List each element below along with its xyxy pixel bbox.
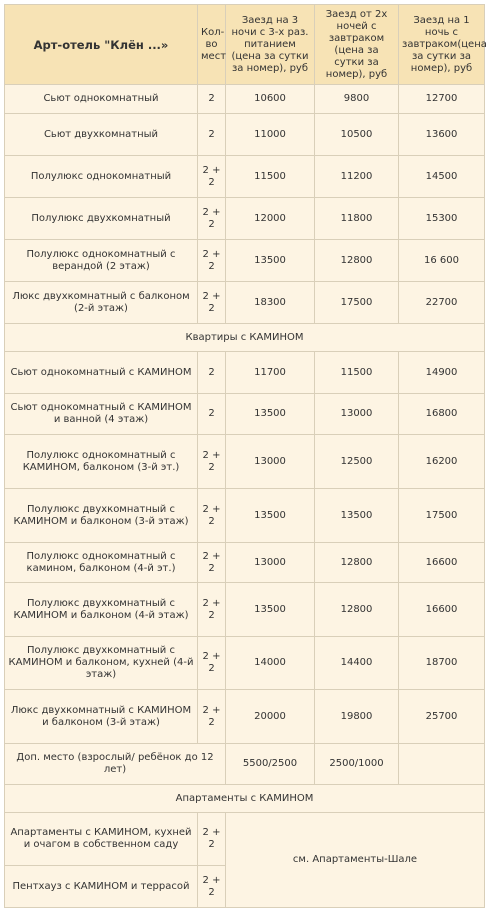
room-name: Сьют однокомнатный с КАМИНОМ	[5, 352, 198, 394]
header-1-night: Заезд на 1 ночь с завтраком(цена за сутки за номер), руб	[399, 5, 485, 85]
room-name: Сьют двухкомнатный	[5, 114, 198, 156]
price-3-nights: 13500	[226, 394, 315, 435]
table-row	[5, 543, 485, 583]
price-3-nights: 18300	[226, 282, 315, 324]
table-row	[5, 282, 485, 324]
price-2-nights: 12800	[315, 543, 399, 583]
price-2-nights: 17500	[315, 282, 399, 324]
room-name: Пентхауз с КАМИНОМ и террасой	[5, 866, 198, 908]
price-1-night: 22700	[399, 282, 485, 324]
price-3-nights: 13000	[226, 435, 315, 489]
room-qty: 2	[198, 85, 226, 114]
table-row	[5, 583, 485, 637]
room-qty: 2	[198, 352, 226, 394]
table-row	[5, 435, 485, 489]
room-qty: 2 + 2	[198, 240, 226, 282]
price-1-night: 17500	[399, 489, 485, 543]
table-row	[5, 394, 485, 435]
table-row	[5, 489, 485, 543]
table-row	[5, 85, 485, 114]
table-row	[5, 240, 485, 282]
header-3-nights: Заезд на 3 ночи с 3-х раз. питанием (цена за сутки за номер), руб	[226, 5, 315, 85]
room-name: Полулюкс однокомнатный с верандой (2 этаж)	[5, 240, 198, 282]
room-qty: 2 + 2	[198, 435, 226, 489]
price-3-nights: 13500	[226, 240, 315, 282]
price-1-night: 13600	[399, 114, 485, 156]
room-qty: 2 + 2	[198, 489, 226, 543]
price-2-nights: 13500	[315, 489, 399, 543]
price-1-night: 16200	[399, 435, 485, 489]
room-qty: 2 + 2	[198, 282, 226, 324]
price-3-nights: 11500	[226, 156, 315, 198]
room-name: Люкс двухкомнатный с КАМИНОМ и балконом (3-й этаж)	[5, 690, 198, 744]
price-3-nights: 20000	[226, 690, 315, 744]
room-qty: 2 + 2	[198, 543, 226, 583]
table-row	[5, 156, 485, 198]
room-qty: 2 + 2	[198, 813, 226, 866]
room-qty: 2 + 2	[198, 583, 226, 637]
price-2-nights: 19800	[315, 690, 399, 744]
price-1-night: 16 600	[399, 240, 485, 282]
price-1-night: 14500	[399, 156, 485, 198]
room-name: Полулюкс однокомнатный с камином, балконом (4-й эт.)	[5, 543, 198, 583]
table-row	[5, 198, 485, 240]
table-row	[5, 690, 485, 744]
price-3-nights: 11000	[226, 114, 315, 156]
table-row	[5, 114, 485, 156]
room-name: Сьют однокомнатный	[5, 85, 198, 114]
price-2-nights: 10500	[315, 114, 399, 156]
price-1-night: 14900	[399, 352, 485, 394]
room-name: Полулюкс двухкомнатный с КАМИНОМ и балконом (3-й этаж)	[5, 489, 198, 543]
room-name: Апартаменты с КАМИНОМ, кухней и очагом в собственном саду	[5, 813, 198, 866]
extra-price-1-night	[399, 744, 485, 785]
price-2-nights: 13000	[315, 394, 399, 435]
room-name: Полулюкс двухкомнатный с КАМИНОМ и балконом, кухней (4-й этаж)	[5, 637, 198, 690]
price-2-nights: 11800	[315, 198, 399, 240]
extra-price-2-nights: 2500/1000	[315, 744, 399, 785]
price-3-nights: 10600	[226, 85, 315, 114]
room-qty: 2	[198, 114, 226, 156]
price-2-nights: 14400	[315, 637, 399, 690]
extra-place-label: Доп. место (взрослый/ ребёнок до 12 лет)	[5, 744, 226, 785]
price-2-nights: 12500	[315, 435, 399, 489]
section-row	[5, 324, 485, 352]
price-3-nights: 11700	[226, 352, 315, 394]
price-2-nights: 12800	[315, 240, 399, 282]
price-1-night: 12700	[399, 85, 485, 114]
table-row	[5, 637, 485, 690]
price-table	[4, 4, 485, 908]
hotel-name: Арт-отель "Клён ...»	[5, 5, 198, 85]
room-name: Полулюкс двухкомнатный	[5, 198, 198, 240]
price-2-nights: 11500	[315, 352, 399, 394]
section-fireplace-title: Квартиры с КАМИНОМ	[5, 324, 485, 352]
section-apartments-title: Апартаменты с КАМИНОМ	[5, 785, 485, 813]
section-row	[5, 785, 485, 813]
see-chalet-note: см. Апартаменты-Шале	[226, 813, 485, 908]
price-3-nights: 13500	[226, 489, 315, 543]
price-2-nights: 9800	[315, 85, 399, 114]
table-header-row	[5, 5, 485, 85]
room-qty: 2 + 2	[198, 198, 226, 240]
room-qty: 2 + 2	[198, 690, 226, 744]
price-2-nights: 12800	[315, 583, 399, 637]
price-1-night: 16600	[399, 583, 485, 637]
room-qty: 2 + 2	[198, 156, 226, 198]
room-qty: 2	[198, 394, 226, 435]
price-1-night: 16600	[399, 543, 485, 583]
header-2-nights: Заезд от 2х ночей с завтраком (цена за сутки за номер), руб	[315, 5, 399, 85]
room-name: Полулюкс однокомнатный	[5, 156, 198, 198]
table-row	[5, 352, 485, 394]
price-3-nights: 12000	[226, 198, 315, 240]
price-2-nights: 11200	[315, 156, 399, 198]
price-3-nights: 14000	[226, 637, 315, 690]
header-qty: Кол-во мест	[198, 5, 226, 85]
price-1-night: 18700	[399, 637, 485, 690]
room-name: Полулюкс двухкомнатный с КАМИНОМ и балконом (4-й этаж)	[5, 583, 198, 637]
room-name: Сьют однокомнатный с КАМИНОМ и ванной (4 этаж)	[5, 394, 198, 435]
table-row	[5, 813, 485, 866]
extra-place-row	[5, 744, 485, 785]
room-name: Полулюкс однокомнатный с КАМИНОМ, балконом (3-й эт.)	[5, 435, 198, 489]
price-1-night: 16800	[399, 394, 485, 435]
price-3-nights: 13500	[226, 583, 315, 637]
room-name: Люкс двухкомнатный с балконом (2-й этаж)	[5, 282, 198, 324]
price-3-nights: 13000	[226, 543, 315, 583]
extra-price-3-nights: 5500/2500	[226, 744, 315, 785]
price-1-night: 25700	[399, 690, 485, 744]
room-qty: 2 + 2	[198, 637, 226, 690]
room-qty: 2 + 2	[198, 866, 226, 908]
price-1-night: 15300	[399, 198, 485, 240]
